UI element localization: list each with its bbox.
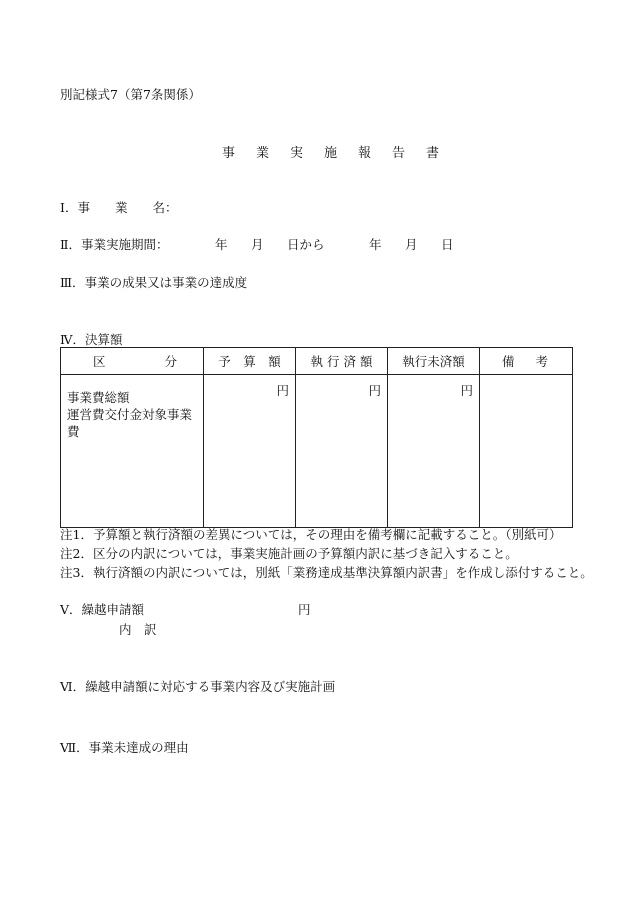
section-number: Ⅱ． [60, 237, 81, 252]
header-category [61, 348, 204, 375]
table-header-row [61, 348, 573, 375]
title-char: 書 [426, 146, 440, 161]
header-executed: 執 行 済 額 [296, 348, 388, 375]
section-label: 事業未達成の理由 [88, 740, 189, 755]
period-from-year: 年 [215, 237, 228, 252]
section-label: 決算額 [85, 332, 123, 347]
section-number: Ⅵ． [60, 679, 86, 694]
section-number: Ⅰ． [60, 200, 78, 215]
header-remarks-char: 備 [502, 354, 515, 369]
section-6 [60, 677, 335, 695]
section-7 [60, 738, 189, 756]
period-to-day: 日 [441, 237, 454, 252]
note-3: 注3．執行済額の内訳については，別紙「業務達成基準決算額内訳書」を作成し添付すること。 [60, 565, 593, 580]
title-char: 施 [324, 146, 338, 161]
header-category-char: 分 [164, 354, 177, 369]
carryover-breakdown: 内 訳 [119, 622, 157, 637]
period-from-month: 月 [251, 237, 264, 252]
note-2: 注2．区分の内訳については，事業実施計画の予算額内訳に基づき記入すること。 [60, 546, 518, 561]
executed-cell: 円 [296, 375, 388, 528]
section-label: 事 業 名： [77, 200, 178, 215]
section-label: 繰越申請額に対応する事業内容及び実施計画 [85, 679, 336, 694]
title-char: 告 [392, 146, 406, 161]
title-char: 報 [358, 146, 372, 161]
title-char: 実 [290, 146, 304, 161]
carryover-yen: 円 [298, 602, 311, 617]
note-1: 注1．予算額と執行済額の差異については，その理由を備考欄に記載すること。（別紙可） [60, 527, 562, 542]
header-unexecuted: 執行未済額 [388, 348, 480, 375]
remarks-cell [480, 375, 573, 528]
section-label: 事業実施期間： [81, 237, 169, 252]
section-2 [60, 235, 169, 253]
period-from-day: 日から [287, 237, 325, 252]
settlement-table [60, 347, 573, 528]
section-label: 事業の成果又は事業の達成度 [84, 275, 248, 290]
table-row [61, 375, 573, 528]
section-number: Ⅴ． [60, 602, 82, 617]
category-item: 事業費総額 [67, 390, 130, 405]
period-to-month: 月 [405, 237, 418, 252]
header-remarks [480, 348, 573, 375]
form-label: 別記様式7（第7条関係） [60, 87, 201, 102]
section-label: 繰越申請額 [81, 602, 145, 617]
section-number: Ⅳ． [60, 332, 85, 347]
header-category-char: 区 [93, 354, 106, 369]
section-1 [60, 198, 177, 216]
header-budget: 予 算 額 [204, 348, 296, 375]
category-item: 運営費交付金対象事業費 [67, 407, 193, 439]
page-title [222, 142, 439, 161]
section-number: Ⅶ． [60, 740, 89, 755]
budget-cell: 円 [204, 375, 296, 528]
section-number: Ⅲ． [60, 275, 85, 290]
header-remarks-char: 考 [535, 354, 548, 369]
section-3 [60, 273, 247, 291]
title-char: 事 [222, 146, 236, 161]
unexecuted-cell: 円 [388, 375, 480, 528]
title-char: 業 [256, 146, 270, 161]
category-cell [61, 375, 204, 528]
period-to-year: 年 [369, 237, 382, 252]
section-5 [60, 600, 144, 618]
section-4 [60, 330, 123, 348]
